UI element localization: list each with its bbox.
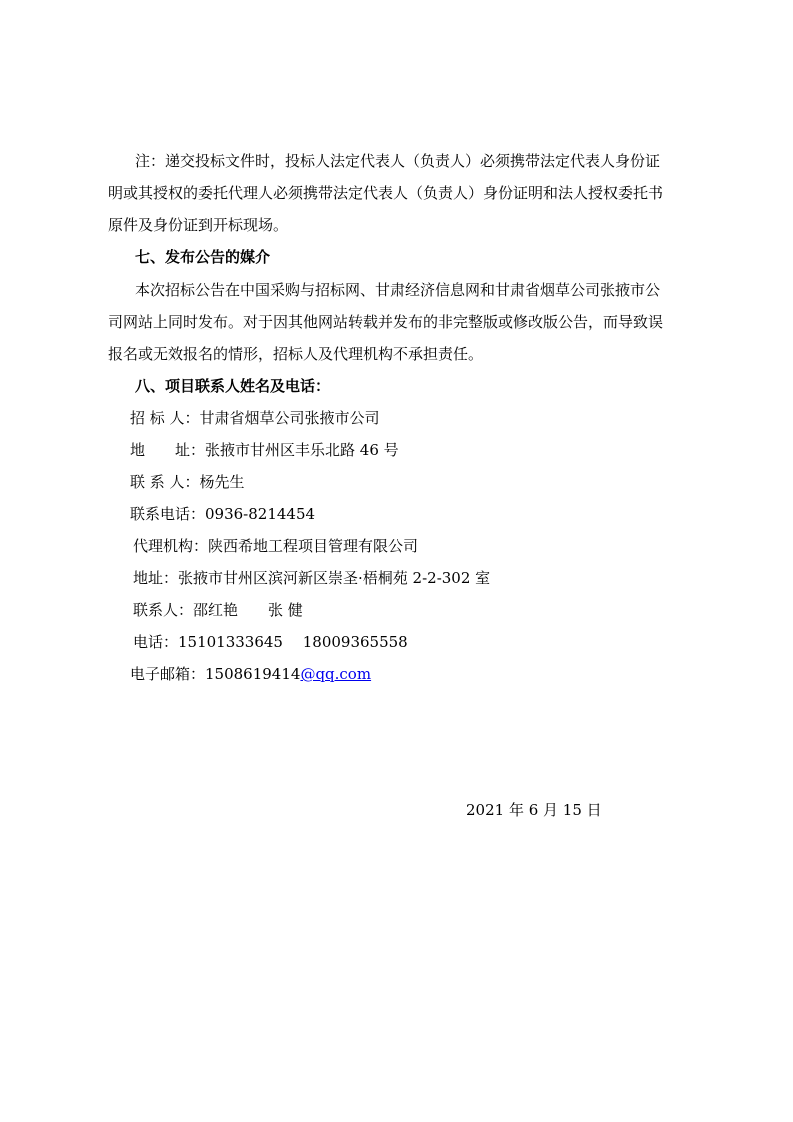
email-link[interactable]: @qq.com bbox=[300, 665, 372, 683]
agency-line: 代理机构：陕西希地工程项目管理有限公司 bbox=[133, 537, 419, 555]
note-line-2: 明或其授权的委托代理人必须携带法定代表人（负责人）身份证明和法人授权委托书 bbox=[108, 184, 664, 202]
section-8-heading: 八、项目联系人姓名及电话： bbox=[135, 377, 331, 395]
agency-contact-line: 联系人：邵红艳 张 健 bbox=[133, 601, 303, 619]
tenderer-line: 招 标 人：甘肃省烟草公司张掖市公司 bbox=[130, 409, 380, 427]
section-7-line-3: 报名或无效报名的情形，招标人及代理机构不承担责任。 bbox=[108, 345, 484, 363]
email-label: 电子邮箱：1508619414 bbox=[130, 665, 301, 683]
document-date: 2021 年 6 月 15 日 bbox=[466, 801, 602, 819]
contact-line: 联 系 人：杨先生 bbox=[130, 473, 245, 491]
agency-address-line: 地址：张掖市甘州区滨河新区崇圣·梧桐苑 2-2-302 室 bbox=[133, 569, 491, 587]
phone-line: 联系电话：0936-8214454 bbox=[130, 505, 316, 523]
address-line: 地 址：张掖市甘州区丰乐北路 46 号 bbox=[130, 441, 399, 459]
section-7-line-2: 司网站上同时发布。对于因其他网站转载并发布的非完整版或修改版公告，而导致误 bbox=[108, 313, 664, 331]
note-line-3: 原件及身份证到开标现场。 bbox=[108, 216, 289, 234]
email-line bbox=[130, 664, 371, 684]
section-7-heading: 七、发布公告的媒介 bbox=[135, 248, 271, 266]
section-7-line-1: 本次招标公告在中国采购与招标网、甘肃经济信息网和甘肃省烟草公司张掖市公 bbox=[135, 281, 661, 299]
agency-phone-line: 电话：15101333645 18009365558 bbox=[133, 633, 408, 651]
note-line-1: 注：递交投标文件时，投标人法定代表人（负责人）必须携带法定代表人身份证 bbox=[135, 152, 661, 170]
